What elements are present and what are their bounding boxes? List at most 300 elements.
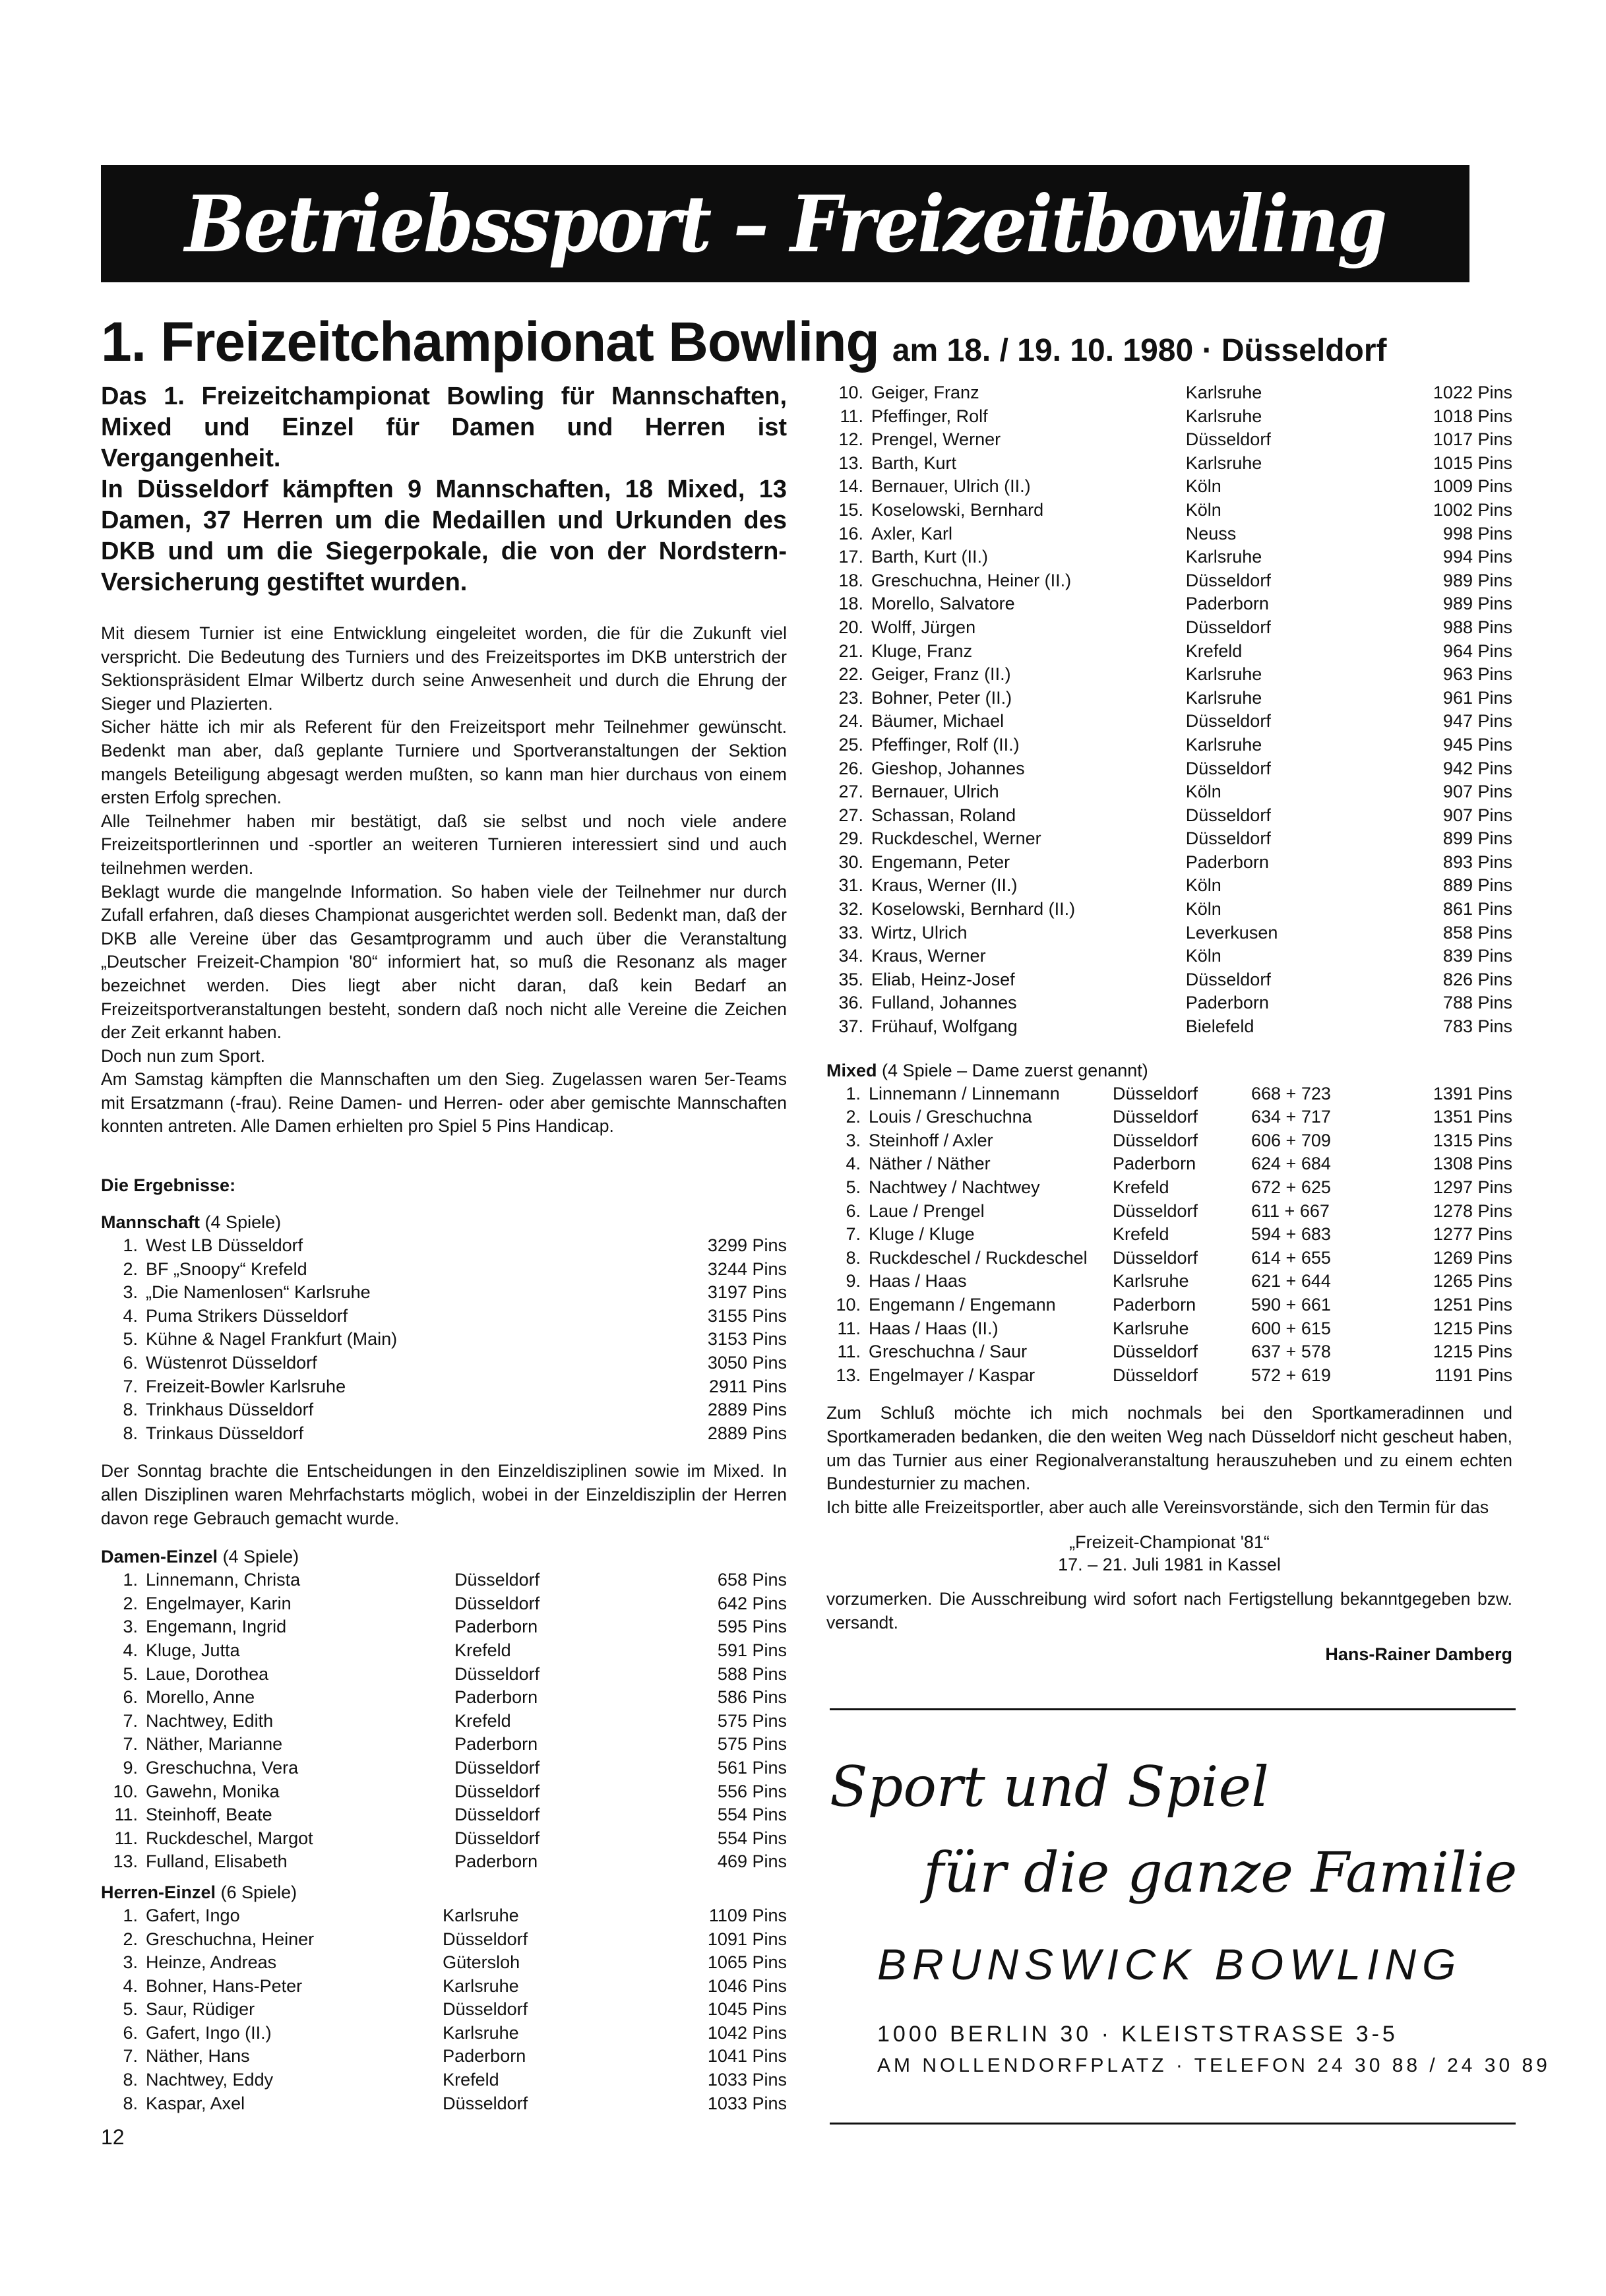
rank-cell: 11. — [114, 1805, 138, 1825]
pins-cell: 1391 Pins — [1433, 1083, 1512, 1103]
next-event — [826, 1531, 1512, 1576]
table-row — [826, 921, 1512, 945]
closing-paragraph-3: vorzumerken. Die Ausschreibung wird sofort nach Fertigstellung bekanntgegeben bzw. versandt. — [826, 1589, 1512, 1632]
city-cell: Krefeld — [454, 1640, 511, 1660]
name-cell: Gafert, Ingo (II.) — [146, 2022, 272, 2043]
rank-cell: 32. — [838, 899, 863, 919]
article-headline — [101, 310, 1499, 374]
city-cell: Düsseldorf — [454, 1663, 540, 1684]
rank-cell: 13. — [836, 1365, 861, 1385]
pins-cell: 3244 Pins — [707, 1258, 787, 1279]
ad-address-line-1: 1000 BERLIN 30 · KLEISTSTRASSE 3-5 — [877, 2022, 1398, 2047]
name-cell: Ruckdeschel, Margot — [146, 1828, 313, 1848]
table-row — [101, 1351, 787, 1375]
table-row — [826, 945, 1512, 968]
rank-cell: 6. — [123, 1353, 138, 1373]
rank-cell: 7. — [123, 1734, 138, 1754]
table-row — [826, 592, 1512, 616]
pins-cell: 998 Pins — [1442, 523, 1512, 543]
name-cell: Linnemann, Christa — [146, 1570, 301, 1590]
name-cell: Eliab, Heinz-Josef — [871, 969, 1015, 989]
rank-cell: 3. — [123, 1617, 138, 1637]
name-cell: Frühauf, Wolfgang — [871, 1016, 1018, 1037]
table-row — [101, 1328, 787, 1351]
author-signature: Hans-Rainer Damberg — [1325, 1644, 1512, 1664]
city-cell: Paderborn — [1185, 993, 1269, 1013]
city-cell: Paderborn — [454, 1734, 538, 1754]
pins-cell: 788 Pins — [1442, 993, 1512, 1013]
table-row — [826, 898, 1512, 921]
city-cell: Karlsruhe — [1185, 383, 1262, 402]
city-cell: Paderborn — [443, 2046, 526, 2066]
damen-heading — [101, 1545, 787, 1568]
pins-cell: 947 Pins — [1442, 711, 1512, 731]
name-cell: Engelmayer / Kaspar — [869, 1365, 1035, 1385]
city-cell: Karlsruhe — [1185, 734, 1262, 755]
damen-note: (4 Spiele) — [222, 1547, 299, 1567]
city-cell: Düsseldorf — [443, 1929, 528, 1949]
table-row — [826, 1247, 1512, 1270]
pins-cell: 942 Pins — [1442, 758, 1512, 778]
rank-cell: 37. — [838, 1016, 863, 1037]
pins-cell: 1002 Pins — [1433, 499, 1512, 520]
pins-cell: 1022 Pins — [1433, 383, 1512, 402]
city-cell: Leverkusen — [1185, 922, 1278, 943]
name-cell: Morello, Salvatore — [871, 594, 1015, 614]
pins-cell: 2889 Pins — [707, 1423, 787, 1443]
table-row — [826, 1176, 1512, 1200]
rank-cell: 8. — [123, 2070, 138, 2090]
name-cell: Steinhoff / Axler — [869, 1130, 993, 1150]
herren-heading — [101, 1880, 787, 1904]
table-row — [826, 1293, 1512, 1317]
pins-cell: 1269 Pins — [1433, 1247, 1512, 1268]
rank-cell: 4. — [123, 1640, 138, 1660]
pins-cell: 858 Pins — [1442, 922, 1512, 943]
rank-cell: 2. — [846, 1107, 861, 1127]
pins-cell: 1278 Pins — [1433, 1200, 1512, 1221]
city-cell: Krefeld — [454, 1710, 511, 1731]
score-cell: 668 + 723 — [1251, 1083, 1331, 1103]
table-row — [826, 1015, 1512, 1039]
body-paragraph: Sicher hätte ich mir als Referent für den Freizeitsport mehr Teilnehmer gewünscht. Bedenkt man aber, daß geplante Turniere und Sportveranstaltungen der Sektion mangels Beteiligung abgesagt werden mußten, so kann man hier durchaus von einem ersten Erfolg sprechen. — [101, 717, 787, 808]
city-cell: Krefeld — [443, 2070, 499, 2090]
name-cell: Engelmayer, Karin — [146, 1593, 292, 1613]
pins-cell: 1042 Pins — [707, 2022, 787, 2043]
rank-cell: 3. — [846, 1130, 861, 1150]
pins-cell: 588 Pins — [717, 1663, 787, 1684]
pins-cell: 1009 Pins — [1433, 476, 1512, 497]
name-cell: Kraus, Werner (II.) — [871, 875, 1018, 896]
rank-cell: 30. — [838, 852, 863, 872]
name-cell: Kluge, Franz — [871, 640, 973, 661]
table-row — [101, 1615, 787, 1639]
name-cell: Morello, Anne — [146, 1687, 255, 1708]
ad-script-line-1: Sport und Spiel — [830, 1754, 1269, 1819]
rank-cell: 29. — [838, 828, 863, 849]
rank-cell: 8. — [123, 1423, 138, 1443]
ad-top-rule — [830, 1708, 1516, 1710]
table-row — [826, 499, 1512, 522]
score-cell: 637 + 578 — [1251, 1342, 1331, 1362]
pins-cell: 554 Pins — [717, 1828, 787, 1848]
rank-cell: 2. — [123, 1929, 138, 1949]
city-cell: Köln — [1185, 499, 1221, 520]
pins-cell: 964 Pins — [1442, 640, 1512, 661]
table-row — [826, 1152, 1512, 1176]
table-row — [826, 874, 1512, 898]
rank-cell: 7. — [123, 1376, 138, 1396]
name-cell: Nachtwey, Eddy — [146, 2070, 274, 2090]
mixed-heading — [826, 1059, 1512, 1082]
name-cell: Louis / Greschuchna — [869, 1107, 1032, 1127]
rank-cell: 11. — [840, 406, 863, 426]
rank-cell: 8. — [123, 1400, 138, 1420]
rank-cell: 2. — [123, 1593, 138, 1613]
city-cell: Düsseldorf — [454, 1593, 540, 1613]
pins-cell: 994 Pins — [1442, 547, 1512, 567]
city-cell: Düsseldorf — [1113, 1083, 1198, 1103]
name-cell: Geiger, Franz (II.) — [871, 664, 1011, 685]
name-cell: Barth, Kurt (II.) — [871, 547, 989, 567]
table-row — [101, 1928, 787, 1952]
pins-cell: 889 Pins — [1442, 875, 1512, 896]
pins-cell: 595 Pins — [717, 1617, 787, 1637]
city-cell: Karlsruhe — [1185, 406, 1262, 426]
table-row — [101, 1375, 787, 1399]
name-cell: West LB Düsseldorf — [146, 1235, 303, 1256]
pins-cell: 1215 Pins — [1433, 1318, 1512, 1338]
rank-cell: 7. — [846, 1224, 861, 1245]
name-cell: „Die Namenlosen“ Karlsruhe — [146, 1282, 371, 1303]
city-cell: Düsseldorf — [1185, 805, 1271, 825]
city-cell: Köln — [1185, 476, 1221, 497]
pins-cell: 1015 Pins — [1433, 452, 1512, 473]
score-cell: 606 + 709 — [1251, 1130, 1331, 1150]
table-row — [101, 1258, 787, 1282]
table-row — [101, 1756, 787, 1780]
table-row — [101, 2022, 787, 2045]
body-paragraph: Doch nun zum Sport. — [101, 1045, 265, 1066]
name-cell: Näther / Näther — [869, 1154, 991, 1174]
name-cell: Steinhoff, Beate — [146, 1805, 272, 1825]
page-number: 12 — [101, 2125, 125, 2149]
score-cell: 634 + 717 — [1251, 1107, 1331, 1127]
headline-main: 1. Freizeitchampionat Bowling — [101, 311, 879, 373]
rank-cell: 4. — [846, 1154, 861, 1174]
score-cell: 611 + 667 — [1251, 1200, 1330, 1221]
pins-cell: 1308 Pins — [1433, 1154, 1512, 1174]
body-paragraph: Mit diesem Turnier ist eine Entwicklung eingeleitet worden, die für die Zukunft viel verspricht. Die Bedeutung des Turniers und des Freizeitsportes im DKB unterstrich der Sektionspräsident Elmar Wilbertz durch seine Anwesenheit und durch die Ehrung der Sieger und Plazierten. — [101, 623, 787, 714]
rank-cell: 11. — [837, 1318, 861, 1338]
rank-cell: 1. — [846, 1083, 861, 1103]
name-cell: Fulland, Johannes — [871, 993, 1017, 1013]
mixed-note: (4 Spiele – Dame zuerst genannt) — [882, 1060, 1148, 1080]
table-row — [826, 757, 1512, 781]
name-cell: Kluge / Kluge — [869, 1224, 975, 1245]
pins-cell: 1017 Pins — [1433, 429, 1512, 450]
lead-paragraph — [101, 381, 787, 598]
table-row — [826, 827, 1512, 851]
city-cell: Düsseldorf — [443, 2093, 528, 2113]
ad-brand-name: BRUNSWICK BOWLING — [877, 1940, 1462, 1989]
rank-cell: 18. — [838, 594, 863, 614]
table-row — [826, 569, 1512, 593]
city-cell: Paderborn — [1185, 594, 1269, 614]
table-row — [826, 475, 1512, 499]
name-cell: Engemann, Ingrid — [146, 1617, 287, 1637]
rank-cell: 11. — [837, 1342, 861, 1362]
pins-cell: 989 Pins — [1442, 570, 1512, 590]
name-cell: Haas / Haas (II.) — [869, 1318, 999, 1338]
body-paragraph: Am Samstag kämpften die Mannschaften um den Sieg. Zugelassen waren 5er-Teams mit Ersatzmann (-frau). Reine Damen- und Herren- oder aber gemischte Mannschaften konnten antreten. Alle Damen erhielten pro Spiel 5 Pins Handicap. — [101, 1069, 787, 1136]
name-cell: Engemann / Engemann — [869, 1294, 1056, 1315]
name-cell: Saur, Rüdiger — [146, 1999, 255, 2020]
name-cell: Laue, Dorothea — [146, 1663, 269, 1684]
city-cell: Köln — [1185, 899, 1221, 919]
table-row — [101, 1663, 787, 1687]
pins-cell: 1251 Pins — [1433, 1294, 1512, 1315]
score-cell: 621 + 644 — [1251, 1271, 1331, 1291]
city-cell: Karlsruhe — [1185, 687, 1262, 708]
pins-cell: 586 Pins — [717, 1687, 787, 1708]
rank-cell: 10. — [113, 1781, 138, 1801]
city-cell: Düsseldorf — [1113, 1200, 1198, 1221]
name-cell: Bernauer, Ulrich (II.) — [871, 476, 1031, 497]
table-row — [826, 616, 1512, 640]
name-cell: Barth, Kurt — [871, 452, 957, 473]
table-row — [826, 452, 1512, 476]
pins-cell: 1033 Pins — [707, 2093, 787, 2113]
name-cell: Nachtwey, Edith — [146, 1710, 274, 1731]
pins-cell: 3155 Pins — [707, 1305, 787, 1326]
herren-table-part2 — [826, 381, 1512, 1039]
name-cell: Kühne & Nagel Frankfurt (Main) — [146, 1329, 398, 1350]
city-cell: Düsseldorf — [443, 1999, 528, 2020]
name-cell: Greschuchna, Heiner (II.) — [871, 570, 1072, 590]
pins-cell: 561 Pins — [717, 1757, 787, 1778]
pins-cell: 3197 Pins — [707, 1282, 787, 1303]
pins-cell: 554 Pins — [717, 1805, 787, 1825]
score-cell: 572 + 619 — [1251, 1365, 1331, 1385]
city-cell: Düsseldorf — [454, 1805, 540, 1825]
name-cell: Trinkaus Düsseldorf — [146, 1423, 304, 1443]
name-cell: Wüstenrot Düsseldorf — [146, 1353, 317, 1373]
table-row — [101, 1951, 787, 1975]
table-row — [101, 1710, 787, 1733]
name-cell: Engemann, Peter — [871, 852, 1010, 872]
table-row — [101, 1305, 787, 1328]
mannschaft-heading — [101, 1210, 787, 1234]
name-cell: Koselowski, Bernhard (II.) — [871, 899, 1076, 919]
mannschaft-note: (4 Spiele) — [204, 1212, 282, 1233]
herren-title: Herren-Einzel — [101, 1882, 216, 1902]
rank-cell: 13. — [838, 452, 863, 473]
pins-cell: 2911 Pins — [708, 1376, 787, 1396]
city-cell: Paderborn — [1113, 1294, 1196, 1315]
mixed-title: Mixed — [826, 1060, 877, 1080]
pins-cell: 658 Pins — [717, 1570, 787, 1590]
rank-cell: 10. — [838, 383, 863, 402]
pins-cell: 945 Pins — [1442, 734, 1512, 755]
city-cell: Düsseldorf — [1113, 1342, 1198, 1362]
sunday-paragraph: Der Sonntag brachte die Entscheidungen in den Einzeldisziplinen sowie im Mixed. In allen Disziplinen waren Mehrfachstarts möglich, wobei in der Einzeldisziplin der Herren davon rege Gebrauch gemacht wurde. — [101, 1461, 787, 1528]
city-cell: Krefeld — [1185, 640, 1243, 661]
table-row — [101, 1422, 787, 1446]
score-cell: 624 + 684 — [1251, 1154, 1331, 1174]
pins-cell: 963 Pins — [1442, 664, 1512, 685]
next-event-date: 17. – 21. Juli 1981 in Kassel — [1058, 1555, 1281, 1575]
score-cell: 600 + 615 — [1251, 1318, 1331, 1338]
city-cell: Düsseldorf — [1113, 1130, 1198, 1150]
city-cell: Paderborn — [454, 1617, 538, 1637]
rank-cell: 12. — [838, 429, 863, 450]
table-row — [826, 1200, 1512, 1224]
rank-cell: 5. — [123, 1663, 138, 1684]
pins-cell: 783 Pins — [1442, 1016, 1512, 1037]
closing-text — [826, 1402, 1512, 1519]
pins-cell: 575 Pins — [717, 1734, 787, 1754]
table-row — [101, 1975, 787, 1999]
pins-cell: 469 Pins — [717, 1851, 787, 1872]
ad-bottom-rule — [830, 2123, 1516, 2125]
rank-cell: 21. — [838, 640, 863, 661]
table-row — [826, 545, 1512, 569]
pins-cell: 899 Pins — [1442, 828, 1512, 849]
rank-cell: 31. — [838, 875, 863, 896]
pins-cell: 1046 Pins — [707, 1975, 787, 1996]
rank-cell: 27. — [838, 782, 863, 802]
table-row — [826, 1082, 1512, 1106]
table-row — [826, 1364, 1512, 1388]
name-cell: Heinze, Andreas — [146, 1952, 277, 1973]
city-cell: Karlsruhe — [1185, 452, 1262, 473]
rank-cell: 6. — [123, 1687, 138, 1708]
pins-cell: 826 Pins — [1442, 969, 1512, 989]
pins-cell: 1065 Pins — [707, 1952, 787, 1973]
table-row — [101, 1568, 787, 1592]
city-cell: Krefeld — [1113, 1177, 1169, 1197]
name-cell: Freizeit-Bowler Karlsruhe — [146, 1376, 346, 1396]
pins-cell: 907 Pins — [1442, 782, 1512, 802]
rank-cell: 3. — [123, 1952, 138, 1973]
name-cell: BF „Snoopy“ Krefeld — [146, 1258, 307, 1279]
rank-cell: 1. — [123, 1235, 138, 1256]
table-row — [826, 1340, 1512, 1364]
pins-cell: 861 Pins — [1442, 899, 1512, 919]
closing-paragraph-2: Ich bitte alle Freizeitsportler, aber auch alle Vereinsvorstände, sich den Termin für das — [826, 1497, 1489, 1517]
rank-cell: 13. — [113, 1851, 138, 1872]
damen-title: Damen-Einzel — [101, 1547, 218, 1567]
pins-cell: 988 Pins — [1442, 617, 1512, 637]
city-cell: Düsseldorf — [1113, 1107, 1198, 1127]
rank-cell: 8. — [846, 1247, 861, 1268]
name-cell: Kaspar, Axel — [146, 2093, 245, 2113]
score-cell: 614 + 655 — [1251, 1247, 1331, 1268]
score-cell: 594 + 683 — [1251, 1224, 1331, 1245]
rank-cell: 3. — [123, 1282, 138, 1303]
pins-cell: 1351 Pins — [1433, 1107, 1512, 1127]
city-cell: Köln — [1185, 875, 1221, 896]
city-cell: Gütersloh — [443, 1952, 520, 1973]
pins-cell: 1215 Pins — [1433, 1342, 1512, 1362]
rank-cell: 1. — [123, 1570, 138, 1590]
pins-cell: 1041 Pins — [707, 2046, 787, 2066]
rank-cell: 22. — [838, 664, 863, 685]
rank-cell: 4. — [123, 1305, 138, 1326]
pins-cell: 2889 Pins — [707, 1400, 787, 1420]
name-cell: Pfeffinger, Rolf — [871, 406, 988, 426]
name-cell: Nachtwey / Nachtwey — [869, 1177, 1040, 1197]
rank-cell: 6. — [846, 1200, 861, 1221]
name-cell: Koselowski, Bernhard — [871, 499, 1044, 520]
table-row — [826, 991, 1512, 1015]
pins-cell: 556 Pins — [717, 1781, 787, 1801]
rank-cell: 5. — [123, 1999, 138, 2020]
city-cell: Bielefeld — [1185, 1016, 1254, 1037]
name-cell: Greschuchna, Vera — [146, 1757, 299, 1778]
table-row — [101, 1398, 787, 1422]
rank-cell: 17. — [838, 547, 863, 567]
name-cell: Puma Strikers Düsseldorf — [146, 1305, 348, 1326]
body-paragraph: Beklagt wurde die mangelnde Information. So haben viele der Teilnehmer nur durch Zufall erfahren, daß dieses Championat ausgerichtet werden soll. Bedenkt man, daß der DKB alle Vereine über das Gesamtprogramm und auch über die Veranstaltung „Deutscher Freizeit-Champion '80“ informiert hat, so muß die Resonanz als mager bezeichnet werden. Dies liegt aber nicht daran, daß kein Bedarf an Freizeitsportveranstaltungen besteht, sondern daß noch nicht alle Vereine die Zeichen der Zeit erkannt haben. — [101, 881, 787, 1043]
city-cell: Paderborn — [454, 1687, 538, 1708]
rank-cell: 25. — [838, 734, 863, 755]
city-cell: Düsseldorf — [1185, 711, 1271, 731]
lead-part-1: Das 1. Freizeitchampionat Bowling für Mannschaften, Mixed und Einzel für Damen und Herren ist Vergangenheit. — [101, 383, 787, 472]
name-cell: Greschuchna, Heiner — [146, 1929, 315, 1949]
name-cell: Axler, Karl — [871, 523, 953, 543]
city-cell: Karlsruhe — [1113, 1318, 1189, 1338]
banner-title: Betriebssport – Freizeitbowling — [185, 177, 1386, 270]
city-cell: Düsseldorf — [454, 1570, 540, 1590]
pins-cell: 575 Pins — [717, 1710, 787, 1731]
city-cell: Düsseldorf — [454, 1781, 540, 1801]
damen-table — [101, 1568, 787, 1874]
name-cell: Wolff, Jürgen — [871, 617, 976, 637]
rank-cell: 8. — [123, 2093, 138, 2113]
closing-paragraph-1: Zum Schluß möchte ich mich nochmals bei den Sportkameradinnen und Sportkameraden bedanken, die den weiten Weg nach Düsseldorf nicht gescheut haben, um das Turnier aus einer Regionalveranstaltung herauszuheben und zu einem echten Bundesturnier zu machen. — [826, 1403, 1512, 1494]
table-row — [826, 1270, 1512, 1293]
pins-cell: 1297 Pins — [1433, 1177, 1512, 1197]
name-cell: Ruckdeschel, Werner — [871, 828, 1041, 849]
rank-cell: 33. — [838, 922, 863, 943]
rank-cell: 1. — [123, 1905, 138, 1925]
table-row — [101, 2068, 787, 2092]
pins-cell: 893 Pins — [1442, 852, 1512, 872]
pins-cell: 839 Pins — [1442, 946, 1512, 966]
table-row — [101, 1998, 787, 2022]
table-row — [101, 1904, 787, 1928]
table-row — [101, 1592, 787, 1616]
pins-cell: 1045 Pins — [707, 1999, 787, 2020]
name-cell: Trinkhaus Düsseldorf — [146, 1400, 314, 1420]
city-cell: Neuss — [1185, 523, 1237, 543]
ad-script-line-2: für die ganze Familie — [923, 1840, 1518, 1905]
rank-cell: 7. — [123, 2046, 138, 2066]
name-cell: Ruckdeschel / Ruckdeschel — [869, 1247, 1088, 1268]
ad-address-line-2: AM NOLLENDORFPLATZ · TELEFON 24 30 88 / 24 30 89 — [877, 2055, 1551, 2076]
pins-cell: 1091 Pins — [707, 1929, 787, 1949]
score-cell: 672 + 625 — [1251, 1177, 1331, 1197]
name-cell: Näther, Marianne — [146, 1734, 283, 1754]
table-row — [101, 1639, 787, 1663]
name-cell: Greschuchna / Saur — [869, 1342, 1028, 1362]
city-cell: Karlsruhe — [1185, 664, 1262, 685]
name-cell: Fulland, Elisabeth — [146, 1851, 288, 1872]
rank-cell: 5. — [846, 1177, 861, 1197]
city-cell: Karlsruhe — [1113, 1271, 1189, 1291]
